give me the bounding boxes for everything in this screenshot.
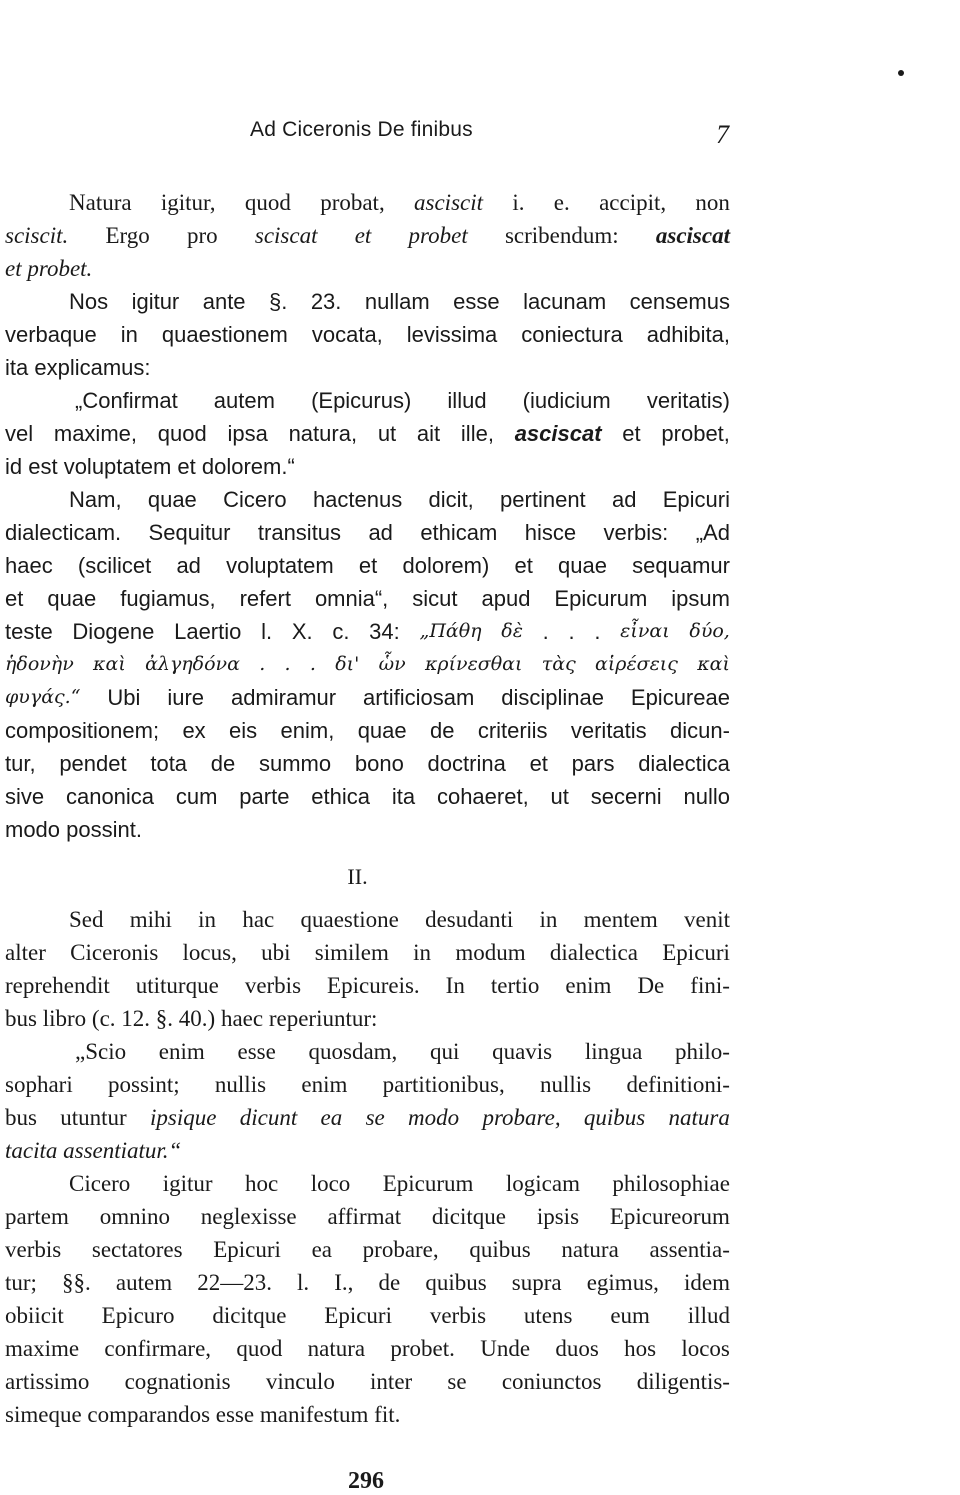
paragraph: [5, 903, 730, 1035]
text-line: Sed mihi in hac quaestione desudanti in mentem venit: [69, 907, 730, 932]
text-line: φυγάς.“ Ubi iure admiramur artificiosam disciplinae Epicureae: [5, 685, 730, 710]
text-line: verbaque in quaestionem vocata, levissima coniectura adhibita,: [5, 322, 730, 347]
text-line: sciscit. Ergo pro sciscat et probet scribendum: asciscat: [5, 223, 730, 248]
text-line: simeque comparandos esse manifestum fit.: [5, 1402, 401, 1427]
text-line: alter Ciceronis locus, ubi similem in modum dialectica Epicuri: [5, 940, 730, 965]
text-line: dialecticam. Sequitur transitus ad ethicam hisce verbis: „Ad: [5, 520, 730, 545]
text-line: tur, pendet tota de summo bono doctrina et pars dialectica: [5, 751, 730, 776]
text-line: „Confirmat autem (Epicurus) illud (iudicium veritatis): [75, 388, 730, 413]
paragraph: [5, 1167, 730, 1431]
text-line: ita explicamus:: [5, 355, 151, 380]
text-line: bus utuntur ipsique dicunt ea se modo probare, quibus natura: [5, 1105, 730, 1130]
text-line: artissimo cognationis vinculo inter se coniunctos diligentis-: [5, 1369, 730, 1394]
text-line: et quae fugiamus, refert omnia“, sicut apud Epicurum ipsum: [5, 586, 730, 611]
text-line: Natura igitur, quod probat, asciscit i. e. accipit, non: [69, 190, 730, 215]
paragraph: [5, 285, 730, 384]
text-line: haec (scilicet ad voluptatem et dolorem) et quae sequamur: [5, 553, 730, 578]
text-line: id est voluptatem et dolorem.“: [5, 454, 295, 479]
paragraph: [5, 483, 730, 846]
text-line: sive canonica cum parte ethica ita cohaeret, ut secerni nullo: [5, 784, 730, 809]
footer-page-number: 296: [348, 1468, 384, 1494]
text-line: et probet.: [5, 256, 93, 281]
text-line: modo possint.: [5, 817, 142, 842]
body-text: [5, 186, 730, 1431]
text-line: verbis sectatores Epicuri ea probare, quibus natura assentia-: [5, 1237, 730, 1262]
text-line: vel maxime, quod ipsa natura, ut ait ille, asciscat et probet,: [5, 421, 730, 446]
text-line: teste Diogene Laertio l. X. c. 34: „Πάθη δὲ . . . εἶναι δύο,: [5, 619, 730, 644]
text-line: Cicero igitur hoc loco Epicurum logicam philosophiae: [69, 1171, 730, 1196]
paragraph: [5, 186, 730, 285]
text-line: „Scio enim esse quosdam, qui quavis lingua philo-: [75, 1039, 730, 1064]
block-quote: [5, 1035, 730, 1167]
text-line: ἡδονὴν καὶ ἀλγηδόνα . . . δι' ὧν κρίνεσθαι τὰς αἱρέσεις καὶ: [5, 653, 730, 675]
page-number: 7: [716, 120, 729, 149]
section-heading: II.: [347, 864, 368, 889]
text-line: bus libro (c. 12. §. 40.) haec reperiuntur:: [5, 1006, 378, 1031]
text-line: tur; §§. autem 22—23. l. I., de quibus supra egimus, idem: [5, 1270, 730, 1295]
text-line: tacita assentiatur.“: [5, 1138, 182, 1163]
text-line: obiicit Epicuro dicitque Epicuri verbis utens eum illud: [5, 1303, 730, 1328]
text-line: maxime confirmare, quod natura probet. Unde duos hos locos: [5, 1336, 730, 1361]
running-title: Ad Ciceronis De finibus: [250, 118, 473, 141]
text-line: Nos igitur ante §. 23. nullam esse lacunam censemus: [69, 289, 730, 314]
text-line: partem omnino neglexisse affirmat dicitque ipsis Epicureorum: [5, 1204, 730, 1229]
text-line: Nam, quae Cicero hactenus dicit, pertinent ad Epicuri: [69, 487, 730, 512]
text-line: sophari possint; nullis enim partitionibus, nullis definitioni-: [5, 1072, 730, 1097]
text-line: compositionem; ex eis enim, quae de criteriis veritatis dicun-: [5, 718, 730, 743]
stray-dot-mark: [898, 70, 904, 76]
text-line: reprehendit utiturque verbis Epicureis. In tertio enim De fini-: [5, 973, 730, 998]
block-quote: [5, 384, 730, 483]
